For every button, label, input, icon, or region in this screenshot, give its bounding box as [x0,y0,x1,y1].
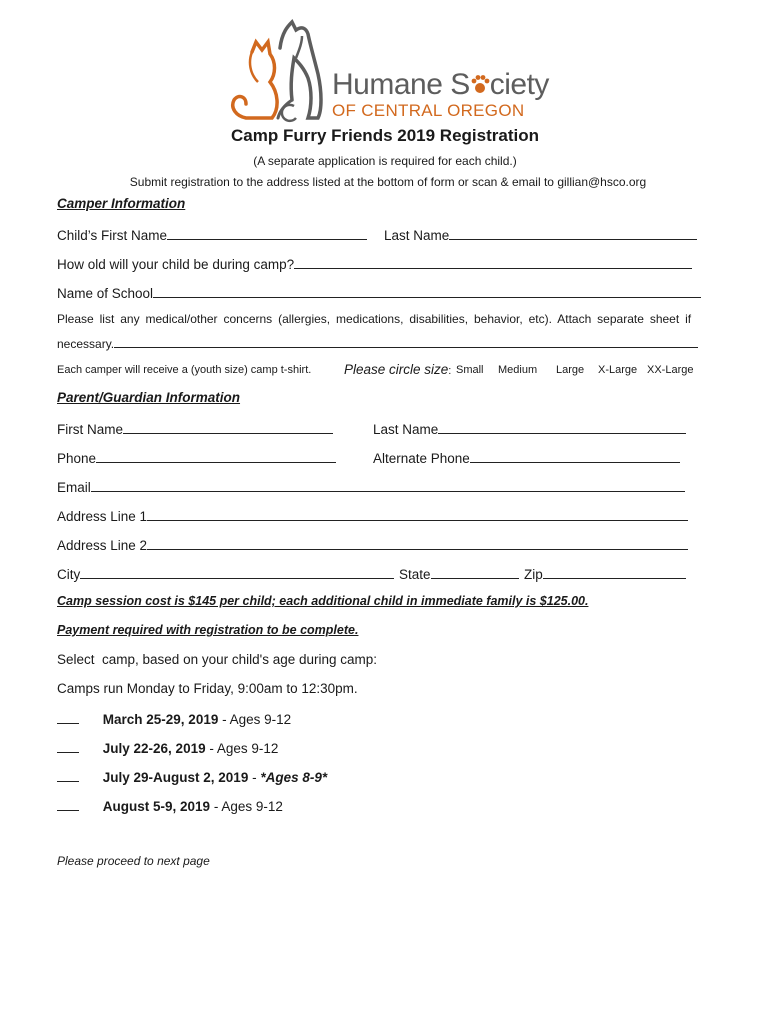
medical-concerns-label: Please list any medical/other concerns (allergies, medications, disabilities, behavior, etc). Attach separate sheet if [57,312,692,326]
paw-print-icon [470,74,490,96]
size-option-x-large[interactable]: X-Large [598,364,638,376]
camp-checkbox[interactable] [57,768,79,782]
size-prompt: Please circle size [344,362,449,377]
email-label: Email [57,480,91,495]
address-line2-label: Address Line 2 [57,538,148,553]
city-label: City [57,567,81,582]
child-age-field[interactable] [294,254,692,269]
parent-section-heading: Parent/Guardian Information [57,390,241,405]
camp-dates: July 29-August 2, 2019 [102,770,249,785]
org-logo [222,18,562,126]
cat-dog-silhouette-icon [222,18,332,123]
state-field[interactable] [431,564,519,579]
size-option-large[interactable]: Large [556,364,585,376]
select-camp-prompt: Select camp, based on your child's age during camp: [57,652,378,667]
next-page-note: Please proceed to next page [57,854,210,868]
phone-field[interactable] [96,448,336,463]
camp-ages: *Ages 8-9* [260,770,328,785]
camp-ages: Ages 9-12 [216,741,279,756]
camp-option[interactable]: July 29-August 2, 2019 - *Ages 8-9* [57,768,327,785]
payment-required-note: Payment required with registration to be complete. [57,623,359,637]
parent-first-name-field[interactable] [123,419,333,434]
parent-last-name-label: Last Name [373,422,439,437]
state-label: State [399,567,431,582]
logo-subtitle: OF CENTRAL OREGON [332,101,525,120]
camp-checkbox[interactable] [57,739,79,753]
size-option-medium[interactable]: Medium [498,364,538,376]
camp-ages: Ages 9-12 [221,799,283,814]
camper-section-heading: Camper Information [57,196,186,211]
child-last-name-field[interactable] [449,225,697,240]
school-name-field[interactable] [153,283,701,298]
logo-name-part1: Humane S [332,68,470,101]
alt-phone-field[interactable] [470,448,680,463]
parent-first-name-label: First Name [57,422,124,437]
child-age-label: How old will your child be during camp? [57,257,295,272]
camp-checkbox[interactable] [57,797,79,811]
camp-option[interactable]: August 5-9, 2019 - Ages 9-12 [57,797,283,814]
form-title: Camp Furry Friends 2019 Registration [231,126,539,145]
child-first-name-field[interactable] [167,225,367,240]
camp-dates: July 22-26, 2019 [102,741,206,756]
address-line1-field[interactable] [147,506,688,521]
camp-ages: Ages 9-12 [229,712,292,727]
form-instructions: Submit registration to the address listed at the bottom of form or scan & email to gillian@hsco.org [129,175,647,189]
child-last-name-label: Last Name [384,228,450,243]
child-first-name-label: Child’s First Name [57,228,168,243]
alt-phone-label: Alternate Phone [373,451,470,466]
camp-schedule: Camps run Monday to Friday, 9:00am to 12:30pm. [57,681,358,696]
phone-label: Phone [57,451,97,466]
email-field[interactable] [91,477,685,492]
address-line2-field[interactable] [147,535,688,550]
camp-option[interactable]: March 25-29, 2019 - Ages 9-12 [57,710,291,727]
medical-concerns-field[interactable] [114,333,698,348]
form-subtitle: (A separate application is required for each child.) [253,154,517,168]
camp-checkbox[interactable] [57,710,79,724]
size-option-xx-large[interactable]: XX-Large [647,364,694,376]
city-field[interactable] [80,564,394,579]
tshirt-note: Each camper will receive a (youth size) camp t-shirt. [57,364,312,376]
address-line1-label: Address Line 1 [57,509,148,524]
camp-option[interactable]: July 22-26, 2019 - Ages 9-12 [57,739,278,756]
size-option-small[interactable]: Small [456,364,484,376]
parent-last-name-field[interactable] [438,419,686,434]
camp-dates: August 5-9, 2019 [102,799,211,814]
school-name-label: Name of School [57,286,154,301]
camp-dates: March 25-29, 2019 [102,712,219,727]
medical-concerns-label-cont: necessary. [57,337,115,351]
logo-name-part2: ciety [489,68,549,101]
zip-label: Zip [524,567,543,582]
cost-note: Camp session cost is $145 per child; each additional child in immediate family is $125.00. [57,594,589,608]
zip-field[interactable] [543,564,686,579]
